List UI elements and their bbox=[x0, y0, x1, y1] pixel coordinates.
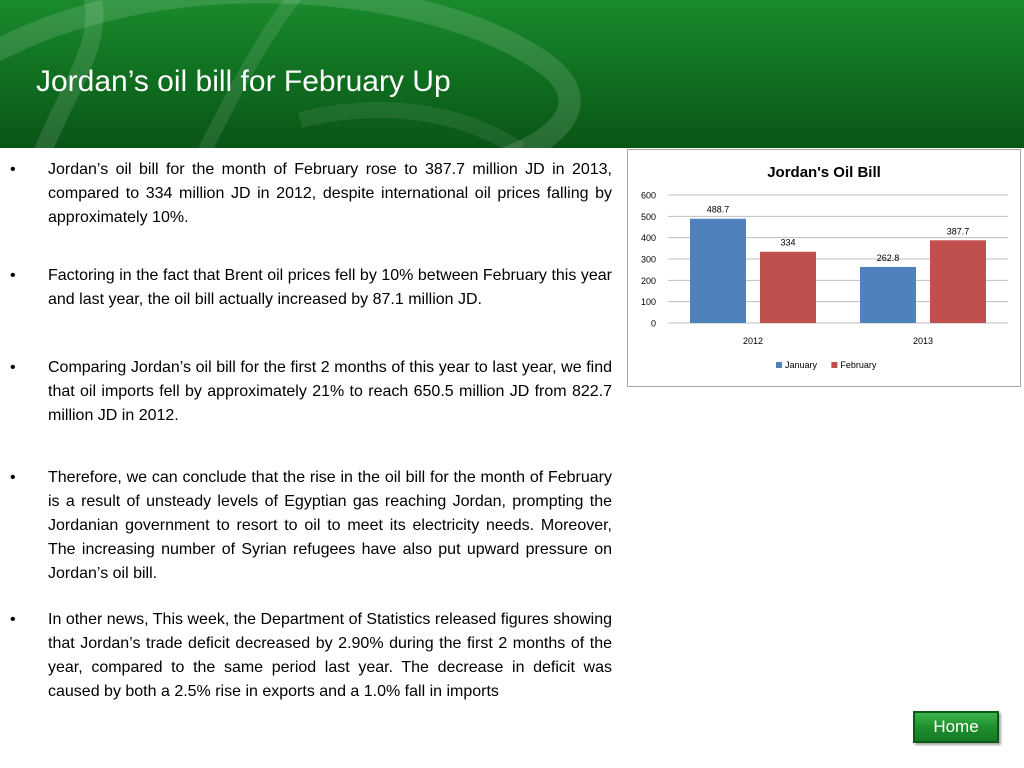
data-label: 262.8 bbox=[876, 252, 900, 263]
y-tick-label: 200 bbox=[640, 275, 656, 286]
home-button[interactable]: Home bbox=[913, 711, 999, 743]
y-tick-label: 500 bbox=[640, 211, 656, 222]
header-banner bbox=[0, 0, 1024, 148]
bullet-marker: • bbox=[10, 161, 16, 178]
data-label: 488.7 bbox=[706, 204, 730, 215]
bar-january bbox=[690, 219, 746, 323]
bullet-marker: • bbox=[10, 469, 16, 486]
oil-bill-chart bbox=[627, 149, 1021, 387]
bar-february bbox=[930, 240, 986, 323]
y-tick-label: 0 bbox=[650, 318, 656, 329]
bar-january bbox=[860, 267, 916, 323]
x-tick-label: 2012 bbox=[742, 336, 764, 346]
bullet-marker: • bbox=[10, 611, 16, 628]
x-tick-label: 2013 bbox=[912, 336, 934, 346]
legend-label: January bbox=[785, 360, 818, 370]
page-title: Jordan’s oil bill for February Up bbox=[36, 65, 451, 98]
y-tick-label: 600 bbox=[640, 190, 656, 201]
bullet-text: Therefore, we can conclude that the rise in the oil bill for the month of February is a result of unsteady levels of Egyptian gas reaching Jordan, prompting the Jordanian government to resort to oil to meet its electricity needs. Moreover, The increasing number of Syrian refugees have also put upward pressure on Jordan’s oil bill. bbox=[48, 469, 612, 582]
bullet-text: Comparing Jordan’s oil bill for the first 2 months of this year to last year, we find that oil imports fell by approximately 21% to reach 650.5 million JD from 822.7 million JD in 2012. bbox=[48, 359, 612, 424]
legend-label: February bbox=[840, 360, 877, 370]
data-label: 387.7 bbox=[946, 226, 970, 237]
bullet-marker: • bbox=[10, 359, 16, 376]
chart-canvas bbox=[628, 150, 1020, 386]
bullet-text: Factoring in the fact that Brent oil prices fell by 10% between February this year and last year, the oil bill actually increased by 87.1 million JD. bbox=[48, 267, 612, 308]
bullet-marker: • bbox=[10, 267, 16, 284]
bar-february bbox=[760, 252, 816, 323]
y-tick-label: 300 bbox=[640, 254, 656, 265]
y-tick-label: 100 bbox=[640, 297, 656, 308]
legend-swatch bbox=[831, 362, 837, 368]
bullet-text: In other news, This week, the Department of Statistics released figures showing that Jordan’s trade deficit decreased by 2.90% during the first 2 months of the year, compared to the same period last year. The decrease in deficit was caused by both a 2.5% rise in exports and a 1.0% fall in imports bbox=[48, 611, 612, 700]
data-label: 334 bbox=[780, 237, 796, 248]
legend-swatch bbox=[776, 362, 782, 368]
chart-title: Jordan's Oil Bill bbox=[767, 164, 881, 181]
y-tick-label: 400 bbox=[640, 233, 656, 244]
bullet-text: Jordan’s oil bill for the month of February rose to 387.7 million JD in 2013, compared to 334 million JD in 2012, despite international oil prices falling by approximately 10%. bbox=[48, 161, 612, 226]
